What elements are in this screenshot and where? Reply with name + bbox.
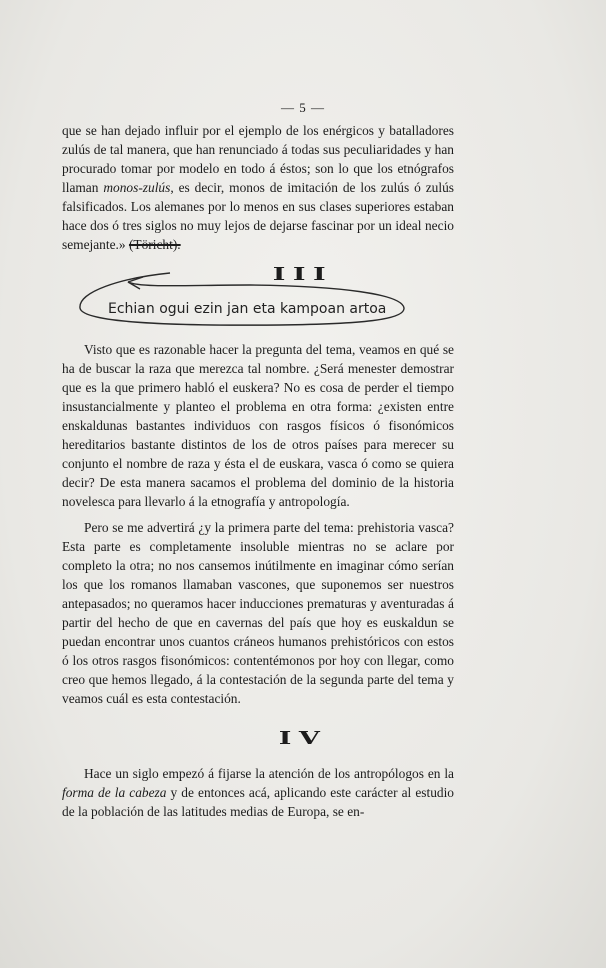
paragraph-text: que se han dejado influir por el ejemplo de los enérgicos y batalladores zulús de tal manera, que han renunciado á todas sus peculiaridades y han procurado tomar por modelo en todo á éstos; son lo que los etnógrafos llaman — [62, 123, 454, 195]
paragraph-antropologos — [62, 764, 454, 821]
section-heading-iv: IV — [278, 728, 328, 749]
handwritten-note: Echian ogui ezin jan eta kampoan artoa — [108, 301, 387, 317]
page-number: — 5 — — [281, 100, 325, 115]
struck-note: (Töricht). — [128, 237, 181, 252]
section-heading-iii: III — [272, 264, 334, 285]
paragraph-text: Visto que es razonable hacer la pregunta del tema, veamos en qué se ha de buscar la raza que merezca tal nombre. ¿Será menester demostrar que es la que primero habló el euskera? No es cosa de perder el tiempo insustancialmente y planteo el problema en otra forma: ¿existen entre enskaldunas bastantes individuos con rasgos físicos ó fisonómicos hereditarios bastante distintos de los de otros países para merecer su conjunto el nombre de raza y ésta el de euskara, vasca ó como se quiera decir? De esta manera sacamos el problema del dominio de la historia novelesca para llevarlo á la etnografía y antropología. — [62, 342, 454, 509]
paragraph-zulus — [62, 121, 454, 254]
italic-term: monos-zulús — [103, 180, 171, 195]
paragraph-raza — [62, 340, 454, 511]
paragraph-text: y de entonces acá, aplicando este carácter al estudio de la población de las latitudes medias de Europa, se en- — [62, 785, 455, 819]
paragraph-text: Hace un siglo empezó á fijarse la atención de los antropólogos en la — [84, 766, 454, 781]
paragraph-text: Pero se me advertirá ¿y la primera parte del tema: prehistoria vasca? Esta parte es completamente insoluble mientras no se aclare por completo la otra; no nos cansemos inútilmente en imaginar cómo serían los que los romanos llamaban vascones, que suponemos ser nuestros antepasados; no queramos hacer inducciones prematuras y aventuradas á partir del hecho de que en cavernas del país que hoy es euskaldun se puedan encontrar unos cuantos cráneos humanos prehistóricos con estos ó los otros rasgos fisonómicos: contentémonos por hoy con llegar, como creo que hemos llegado, á la contestación de la segunda parte del tema y veamos cuál es esta contestación. — [62, 520, 454, 706]
paragraph-text: , es decir, monos de imitación de los zulús ó zulús falsificados. Los alemanes por lo menos en sus clases superiores estaban hace dos ó tres siglos no muy lejos de dejarse fascinar por un ideal necio semejante.» — [62, 180, 454, 252]
paragraph-prehistoria — [62, 518, 454, 708]
italic-term: forma de la cabeza — [62, 785, 167, 800]
